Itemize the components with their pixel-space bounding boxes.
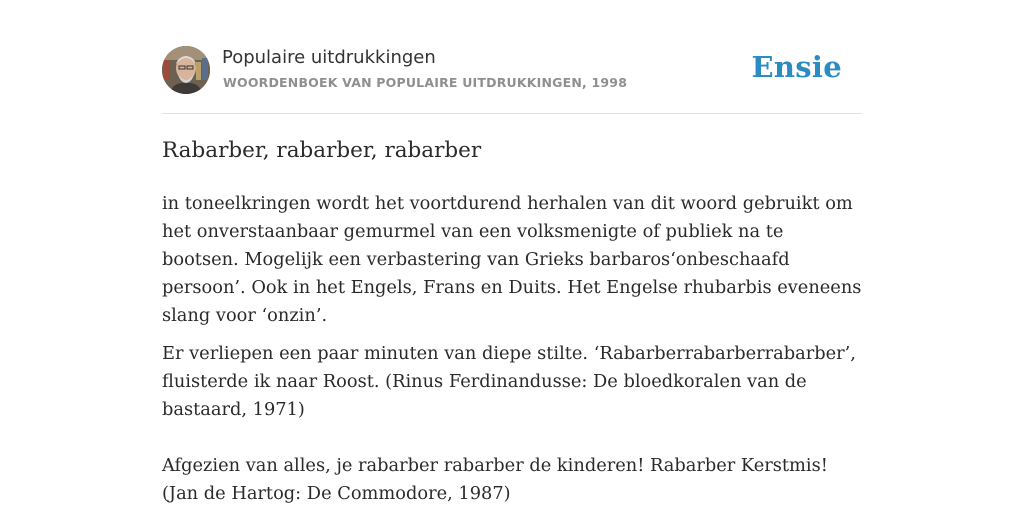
entry-example-1: Er verliepen een paar minuten van diepe stilte. ‘Rabarberrabarberrabarber’, fluisterde ik naar Roost. (Rinus Ferdinandusse: De bloedkoralen van de bastaard, 1971) — [162, 343, 856, 420]
avatar[interactable] — [162, 46, 210, 94]
source-header — [162, 46, 862, 96]
source-subtitle: WOORDENBOEK VAN POPULAIRE UITDRUKKINGEN, 1998 — [223, 75, 628, 90]
header-divider — [162, 113, 862, 114]
brand-logo[interactable]: Ensie — [751, 50, 842, 84]
entry-headword: Rabarber, rabarber, rabarber — [162, 138, 482, 163]
entry-definition: in toneelkringen wordt het voortdurend herhalen van dit woord gebruikt om het onverstaanbaar gemurmel van een volksmenigte of publiek na te bootsen. Mogelijk een verbastering van Grieks barbaros‘onbeschaafd persoon’. Ook in het Engels, Frans en Duits. Het Engelse rhubarbis eveneens slang voor ‘onzin’. — [162, 193, 862, 326]
entry-body — [162, 190, 862, 512]
entry-example-2: Afgezien van alles, je rabarber rabarber de kinderen! Rabarber Kerstmis! (Jan de Hartog: De Commodore, 1987) — [162, 455, 828, 504]
source-title[interactable]: Populaire uitdrukkingen — [222, 47, 436, 68]
author-portrait-photo — [162, 46, 210, 94]
